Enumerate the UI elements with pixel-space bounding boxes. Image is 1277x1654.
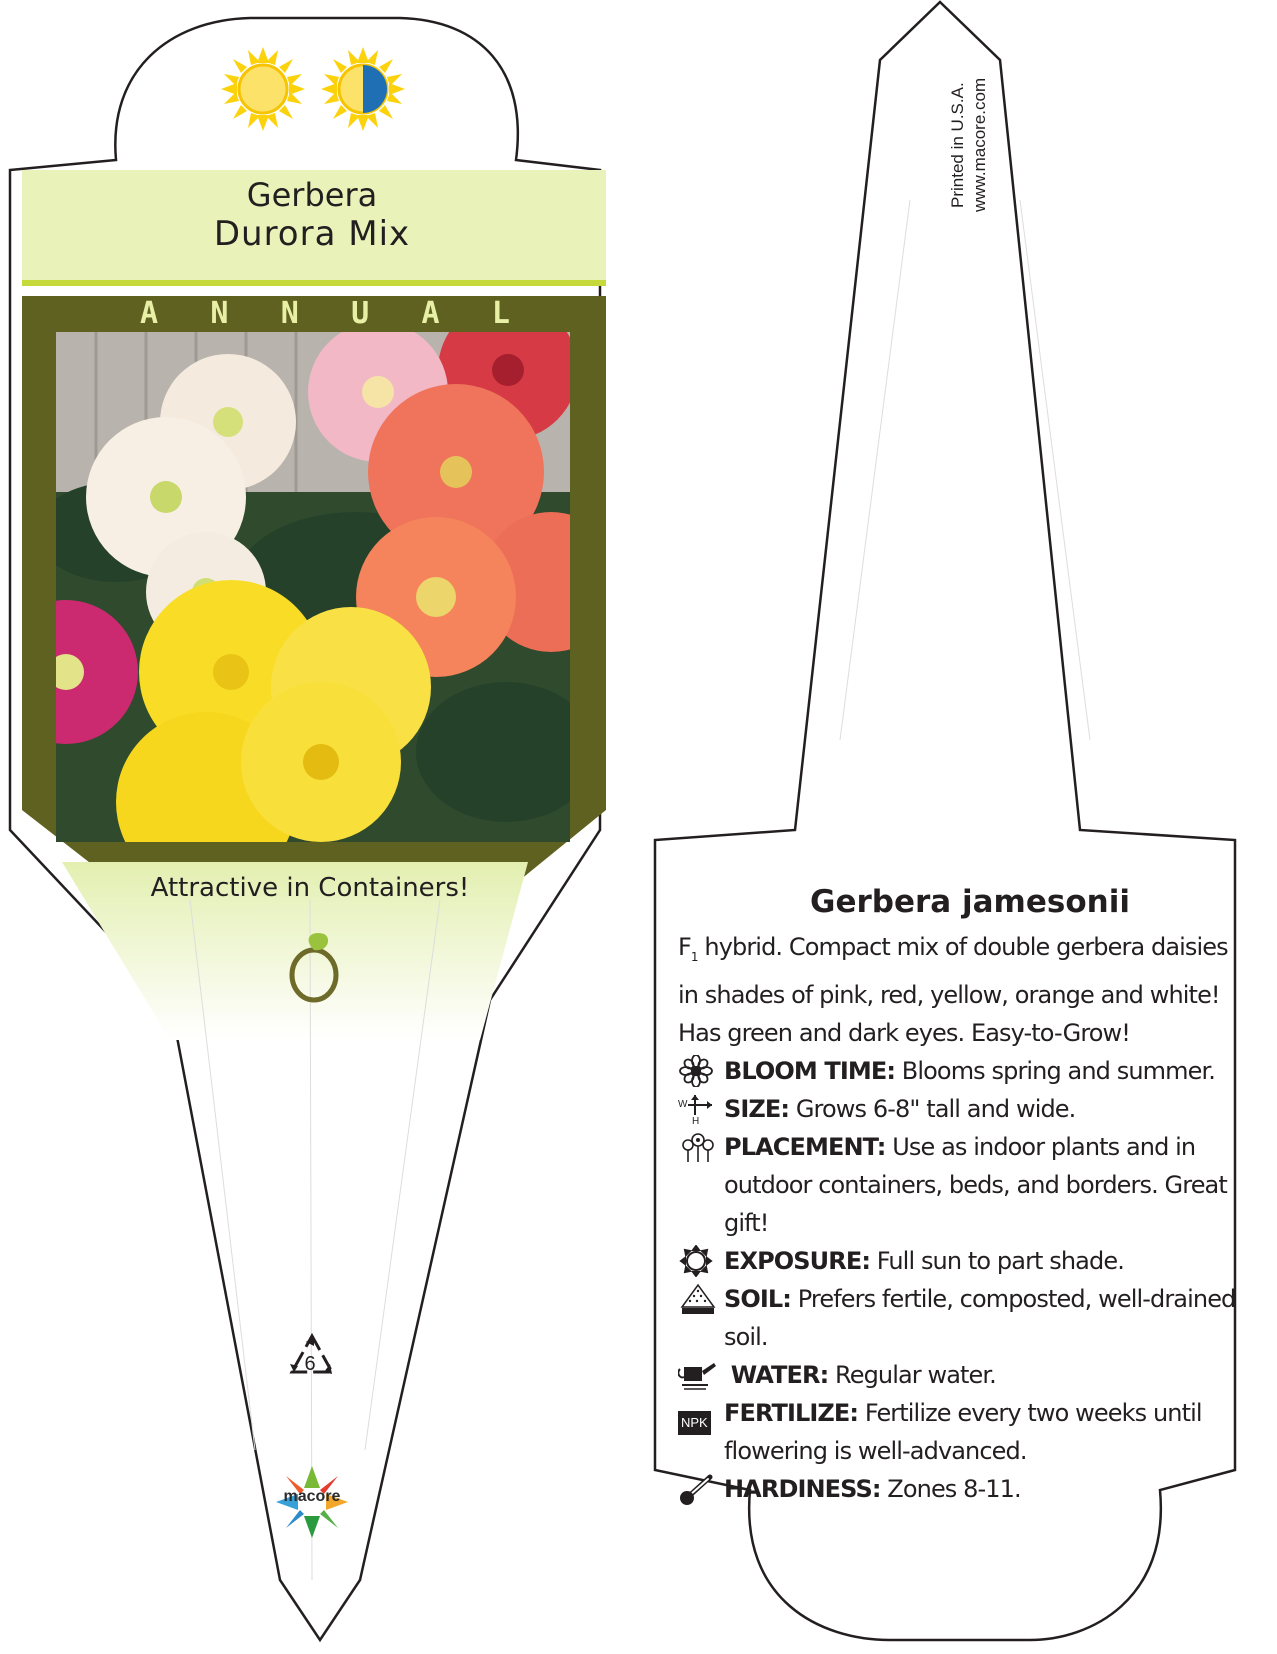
cultivar-name: Durora Mix [213, 214, 411, 254]
recycle-number: 6 [304, 1353, 316, 1375]
category-letter: A [421, 296, 440, 331]
svg-text:H: H [692, 1115, 699, 1125]
f1-prefix: F [678, 933, 691, 961]
care-value: Regular water. [828, 1360, 996, 1389]
gerbera-photo [56, 332, 570, 842]
care-text [678, 928, 1253, 1508]
care-label: HARDINESS: [724, 1474, 881, 1503]
care-value: Grows 6-8" tall and wide. [789, 1094, 1076, 1123]
genus-name: Gerbera [246, 176, 378, 214]
care-value: Fertilize every two weeks until flowering is well-advanced. [724, 1398, 1202, 1465]
care-water [678, 1356, 1253, 1394]
care-label: FERTILIZE: [724, 1398, 859, 1427]
npk-text: NPK [678, 1411, 711, 1435]
care-label: SIZE: [724, 1094, 790, 1123]
care-label: PLACEMENT: [724, 1132, 886, 1161]
sun-outline-icon [678, 1245, 718, 1277]
flower-icon [678, 1055, 718, 1087]
category-letter: N [280, 296, 299, 331]
category-letter: N [210, 296, 229, 331]
category-label [140, 296, 510, 331]
care-value: Use as indoor plants and in outdoor containers, beds, and borders. Great gift! [724, 1132, 1227, 1237]
care-label: WATER: [730, 1360, 829, 1389]
care-value: Blooms spring and summer. [895, 1056, 1215, 1085]
description-text: hybrid. Compact mix of double gerbera daisies in shades of pink, red, yellow, orange and white! Has green and dark eyes. Easy-to-Grow! [678, 933, 1228, 1047]
seed-sprout-icon [284, 930, 344, 1005]
care-value: Zones 8-11. [880, 1474, 1021, 1503]
care-exposure [678, 1242, 1253, 1280]
watering-can-icon [678, 1359, 718, 1391]
size-arrows-icon [678, 1093, 718, 1125]
care-hardiness [678, 1470, 1253, 1508]
care-label: EXPOSURE: [724, 1246, 871, 1275]
svg-text:W: W [678, 1098, 687, 1110]
thermometer-icon [678, 1473, 718, 1505]
care-size [678, 1090, 1253, 1128]
care-value: Full sun to part shade. [870, 1246, 1124, 1275]
category-letter: L [491, 296, 510, 331]
category-letter: A [140, 296, 159, 331]
placement-icon [678, 1131, 718, 1163]
category-letter: U [351, 296, 370, 331]
f1-subscript: 1 [690, 949, 698, 964]
printed-in-label: Printed in U.S.A. [948, 82, 967, 208]
full-sun-icon [218, 44, 308, 134]
care-label: BLOOM TIME: [724, 1056, 896, 1085]
care-value: Prefers fertile, composted, well-drained soil. [724, 1284, 1236, 1351]
description [678, 928, 1253, 1052]
care-placement [678, 1128, 1253, 1242]
brand-name: macore [283, 1488, 341, 1505]
care-bloom-time [678, 1052, 1253, 1090]
part-shade-sun-icon [318, 44, 408, 134]
soil-icon [678, 1283, 718, 1315]
npk-icon [678, 1400, 718, 1432]
website-label: www.macore.com [970, 77, 989, 212]
flower-yellow-4 [241, 682, 401, 842]
care-label: SOIL: [724, 1284, 792, 1313]
care-fertilize [678, 1394, 1253, 1470]
species-name: Gerbera jamesonii [810, 884, 1130, 920]
tagline: Attractive in Containers! [150, 873, 470, 903]
care-soil [678, 1280, 1253, 1356]
